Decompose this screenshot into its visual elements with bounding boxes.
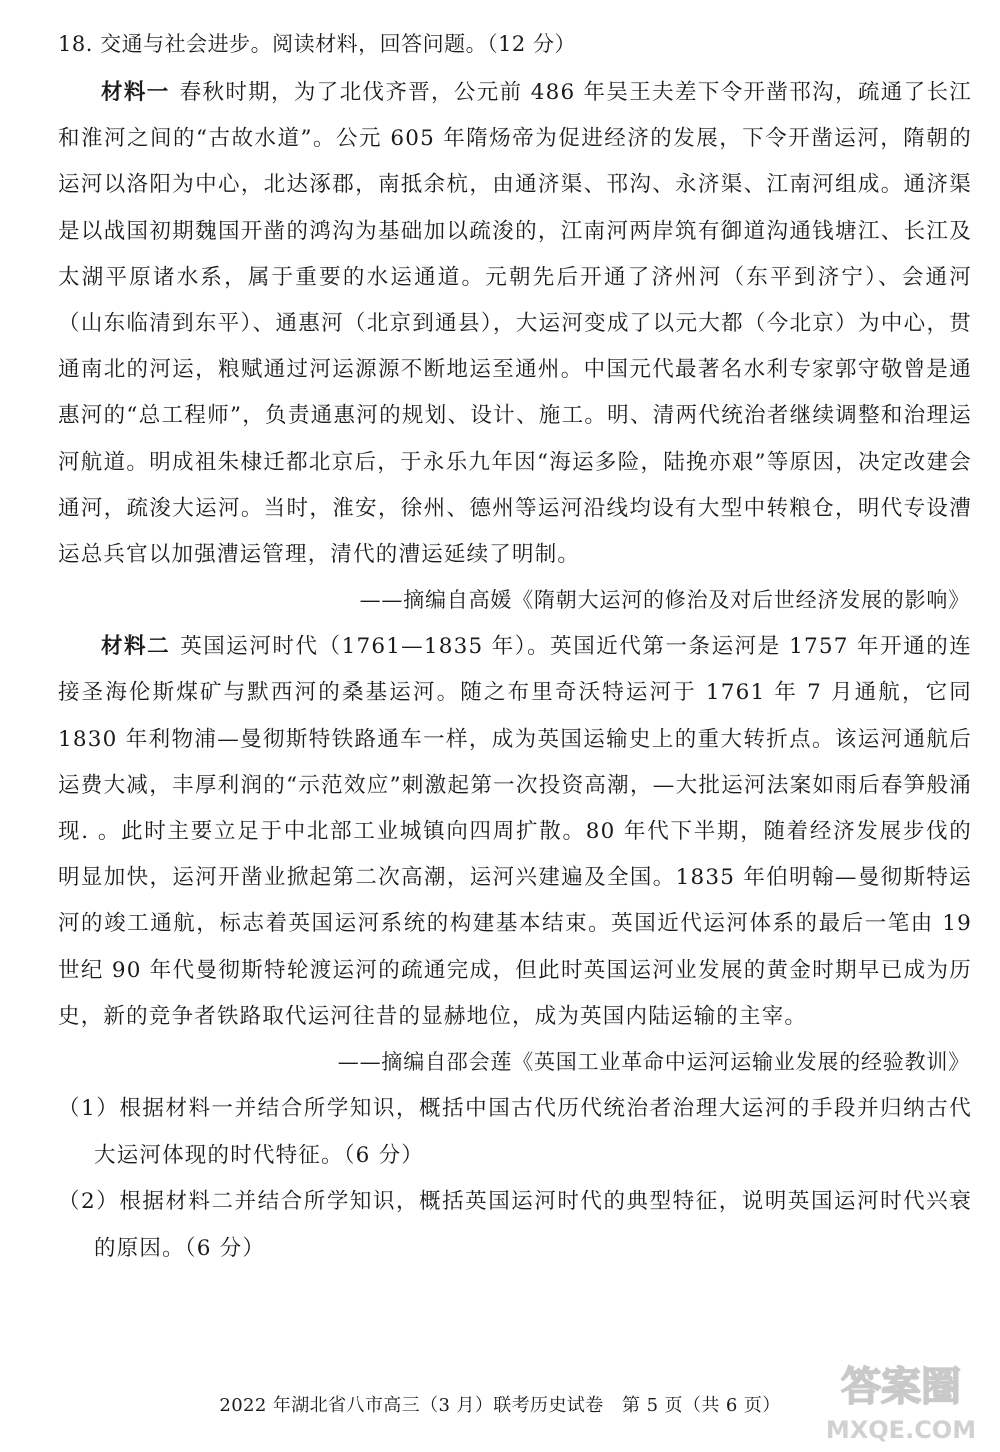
- exam-page: [58, 26, 972, 1272]
- subquestion-2: （2）根据材料二并结合所学知识，概括英国运河时代的典型特征，说明英国运河时代兴衰的原因。（6 分）: [58, 1189, 972, 1261]
- material-one-text: 春秋时期，为了北伐齐晋，公元前 486 年吴王夫差下令开凿邗沟，疏通了长江和淮河之间的“古故水道”。公元 605 年隋炀帝为促进经济的发展，下令开凿运河，隋朝的运河以洛阳为中心，北达涿郡，南抵余杭，由通济渠、邗沟、永济渠、江南河组成。通济渠是以战国初期魏国开凿的鸿沟为基础加以疏浚的，江南河两岸筑有御道沟通钱塘江、长江及太湖平原诸水系，属于重要的水运通道。元朝先后开通了济州河（东平到济宁）、会通河（山东临清到东平）、通惠河（北京到通县），大运河变成了以元大都（今北京）为中心，贯通南北的河运，粮赋通过河运源源不断地运至通州。中国元代最著名水利专家郭守敬曾是通惠河的“总工程师”，负责通惠河的规划、设计、施工。明、清两代统治者继续调整和治理运河航道。明成祖朱棣迁都北京后，于永乐九年因“海运多险，陆挽亦艰”等原因，决定改建会通河，疏浚大运河。当时，淮安，徐州、德州等运河沿线均设有大型中转粮仓，明代专设漕运总兵官以加强漕运管理，清代的漕运延续了明制。: [58, 80, 973, 568]
- page-footer: 2022 年湖北省八市高三（3 月）联考历史试卷 第 5 页（共 6 页）: [219, 1395, 781, 1416]
- material-two-source: ——摘编自邵会莲《英国工业革命中运河运输业发展的经验教训》: [337, 1050, 970, 1075]
- watermark-text-url: MXQE.COM: [825, 1416, 977, 1444]
- watermark-logo: [816, 1348, 986, 1448]
- material-two-text: 英国运河时代（1761—1835 年）。英国近代第一条运河是 1757 年开通的连接圣海伦斯煤矿与默西河的桑基运河。随之布里奇沃特运河于 1761 年 7 月通航，它同 1830 年利物浦—曼彻斯特铁路通车一样，成为英国运输史上的重大转折点。该运河通航后运费大减，丰厚利润的“示范效应”刺激起第一次投资高潮，—大批运河法案如雨后春笋般涌现. 。此时主要立足于中北部工业城镇向四周扩散。80 年代下半期，随着经济发展步伐的明显加快，运河开凿业掀起第二次高潮，运河兴建遍及全国。1835 年伯明翰—曼彻斯特运河的竣工通航，标志着英国运河系统的构建基本结束。英国近代运河体系的最后一笔由 19 世纪 90 年代曼彻斯特轮渡运河的疏通完成，但此时英国运河业发展的黄金时期早已成为历史，新的竞争者铁路取代运河往昔的显赫地位，成为英国内陆运输的主宰。: [58, 634, 972, 1029]
- material-one-label: 材料一: [101, 80, 170, 105]
- watermark-text-main: 答案圈: [841, 1364, 961, 1410]
- material-one-source: ——摘编自高媛《隋朝大运河的修治及对后世经济发展的影响》: [359, 588, 970, 613]
- question-title: 18. 交通与社会进步。阅读材料，回答问题。（12 分）: [58, 32, 576, 56]
- material-two-label: 材料二: [101, 634, 171, 660]
- material-one-paragraph: [58, 70, 972, 578]
- subquestion-1: （1）根据材料一并结合所学知识，概括中国古代历代统治者治理大运河的手段并归纳古代大运河体现的时代特征。（6 分）: [58, 1096, 972, 1168]
- material-two-paragraph: [58, 624, 972, 1040]
